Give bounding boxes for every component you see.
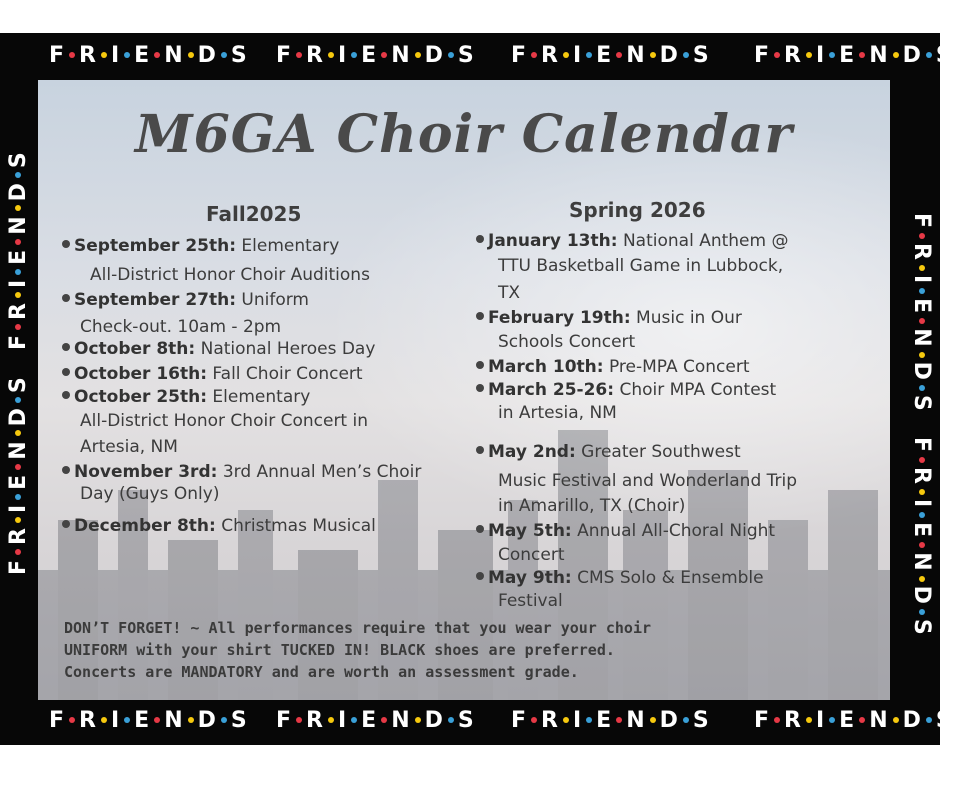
logo-letter: R — [306, 708, 324, 733]
fall-event-line — [80, 409, 368, 433]
reminder-line-1: DON’T FORGET! ~ All performances require that you wear your choir — [64, 619, 651, 637]
logo-dot — [531, 52, 537, 58]
bullet-icon — [62, 240, 70, 248]
friends-logo-top-1 — [49, 45, 248, 67]
event-date: March 10th: — [488, 357, 604, 377]
spring-event-line — [476, 229, 788, 253]
event-text: CMS Solo & Ensemble — [571, 568, 764, 588]
event-text: Music in Our — [630, 308, 742, 328]
logo-dot — [586, 717, 592, 723]
logo-letter: S — [457, 708, 475, 733]
logo-letter: D — [659, 708, 679, 733]
logo-dot — [15, 517, 21, 523]
logo-letter: F — [49, 43, 66, 68]
fall-event-line — [62, 362, 363, 386]
friends-logo-right-1 — [910, 213, 932, 412]
logo-letter: E — [909, 522, 934, 539]
fall-event-line — [62, 514, 376, 538]
logo-letter: S — [230, 708, 248, 733]
logo-letter: R — [909, 243, 934, 261]
logo-letter: S — [692, 708, 710, 733]
spring-event-line — [498, 401, 617, 425]
logo-dot — [683, 717, 689, 723]
logo-letter: F — [909, 437, 934, 454]
event-date: February 19th: — [488, 308, 631, 328]
event-date: October 8th: — [74, 339, 196, 359]
bullet-icon — [476, 446, 484, 454]
logo-letter: I — [572, 708, 583, 733]
logo-dot — [188, 717, 194, 723]
event-text: Concert — [498, 545, 565, 565]
fall-event-line — [90, 263, 370, 287]
spring-event-line — [476, 306, 742, 330]
event-text: Christmas Musical — [215, 516, 376, 536]
logo-letter: N — [164, 708, 184, 733]
logo-letter: N — [626, 708, 646, 733]
logo-dot — [586, 52, 592, 58]
logo-dot — [920, 352, 926, 358]
spring-event-line — [498, 330, 635, 354]
reminder-line-3: Concerts are MANDATORY and are worth an assessment grade. — [64, 663, 579, 681]
logo-dot — [221, 717, 227, 723]
logo-letter: N — [869, 43, 889, 68]
logo-letter: S — [6, 376, 31, 394]
bullet-icon — [476, 525, 484, 533]
logo-letter: E — [839, 708, 856, 733]
logo-letter: E — [909, 298, 934, 315]
logo-dot — [328, 52, 334, 58]
event-text: Music Festival and Wonderland Trip — [498, 471, 798, 491]
spring-heading: Spring 2026 — [569, 198, 706, 222]
bullet-icon — [62, 294, 70, 302]
event-date: March 25-26: — [488, 380, 615, 400]
logo-letter: N — [6, 440, 31, 460]
logo-dot — [920, 233, 926, 239]
logo-dot — [774, 52, 780, 58]
logo-dot — [328, 717, 334, 723]
logo-dot — [15, 397, 21, 403]
logo-dot — [920, 265, 926, 271]
spring-event-line — [476, 519, 775, 543]
event-text: Greater Southwest — [575, 442, 741, 462]
logo-dot — [448, 717, 454, 723]
logo-letter: R — [6, 527, 31, 545]
logo-dot — [15, 239, 21, 245]
reminder-line-2: UNIFORM with your shirt TUCKED IN! BLACK shoes are preferred. — [64, 641, 615, 659]
logo-dot — [154, 52, 160, 58]
logo-letter: D — [909, 361, 934, 381]
fall-event-line — [62, 234, 339, 258]
event-text: All-District Honor Choir Concert in — [80, 411, 368, 431]
logo-dot — [806, 717, 812, 723]
logo-letter: F — [49, 708, 66, 733]
spring-event-line — [498, 494, 685, 518]
bullet-icon — [62, 466, 70, 474]
logo-letter: I — [815, 43, 826, 68]
logo-dot — [101, 52, 107, 58]
logo-letter: S — [935, 708, 953, 733]
logo-letter: R — [306, 43, 324, 68]
logo-letter: N — [909, 552, 934, 572]
fall-heading: Fall2025 — [206, 202, 302, 226]
event-date: May 9th: — [488, 568, 572, 588]
fall-event-line — [62, 460, 421, 484]
logo-dot — [683, 52, 689, 58]
logo-letter: E — [596, 708, 613, 733]
logo-dot — [101, 717, 107, 723]
logo-letter: F — [6, 333, 31, 350]
event-date: May 5th: — [488, 521, 572, 541]
logo-dot — [15, 172, 21, 178]
friends-logo-bottom-3 — [511, 710, 710, 732]
logo-dot — [351, 717, 357, 723]
logo-letter: E — [134, 708, 151, 733]
logo-dot — [15, 292, 21, 298]
logo-dot — [69, 717, 75, 723]
logo-letter: D — [197, 708, 217, 733]
logo-dot — [893, 52, 899, 58]
logo-dot — [920, 542, 926, 548]
logo-letter: I — [572, 43, 583, 68]
bullet-icon — [476, 361, 484, 369]
friends-logo-bottom-4 — [754, 710, 953, 732]
logo-letter: D — [6, 182, 31, 202]
bullet-icon — [476, 384, 484, 392]
logo-letter: E — [6, 248, 31, 265]
logo-letter: F — [276, 43, 293, 68]
logo-dot — [15, 430, 21, 436]
logo-letter: F — [276, 708, 293, 733]
event-text: Day (Guys Only) — [80, 484, 220, 504]
fall-event-line — [80, 482, 219, 506]
logo-dot — [893, 717, 899, 723]
spring-event-line — [498, 469, 797, 493]
logo-letter: I — [110, 43, 121, 68]
logo-letter: I — [909, 498, 934, 509]
logo-dot — [15, 269, 21, 275]
spring-event-line — [498, 543, 565, 567]
event-text: National Heroes Day — [195, 339, 376, 359]
friends-logo-bottom-1 — [49, 710, 248, 732]
logo-dot — [920, 576, 926, 582]
logo-dot — [920, 385, 926, 391]
event-date: November 3rd: — [74, 462, 218, 482]
logo-letter: S — [935, 43, 953, 68]
logo-letter: D — [424, 708, 444, 733]
logo-letter: I — [815, 708, 826, 733]
event-text: Check-out. 10am - 2pm — [80, 317, 282, 337]
logo-dot — [15, 324, 21, 330]
logo-dot — [920, 609, 926, 615]
logo-dot — [415, 52, 421, 58]
event-text: All-District Honor Choir Auditions — [90, 265, 370, 285]
logo-letter: D — [197, 43, 217, 68]
logo-letter: F — [909, 213, 934, 230]
logo-dot — [806, 52, 812, 58]
logo-dot — [829, 717, 835, 723]
logo-letter: I — [6, 278, 31, 289]
event-date: October 16th: — [74, 364, 208, 384]
event-text: Uniform — [236, 290, 309, 310]
friends-logo-top-3 — [511, 45, 710, 67]
logo-dot — [616, 717, 622, 723]
logo-letter: D — [909, 585, 934, 605]
spring-event-line — [476, 355, 750, 379]
logo-letter: I — [909, 274, 934, 285]
bullet-icon — [476, 572, 484, 580]
logo-dot — [296, 717, 302, 723]
friends-logo-left-2 — [8, 376, 30, 575]
logo-letter: F — [754, 708, 771, 733]
event-text: Festival — [498, 591, 563, 611]
logo-letter: S — [6, 151, 31, 169]
logo-letter: R — [909, 467, 934, 485]
event-text: Annual All-Choral Night — [571, 521, 776, 541]
spring-event-line — [476, 378, 776, 402]
logo-letter: S — [457, 43, 475, 68]
logo-letter: I — [6, 503, 31, 514]
logo-letter: S — [692, 43, 710, 68]
logo-letter: R — [79, 708, 97, 733]
logo-letter: E — [596, 43, 613, 68]
spring-event-line — [498, 254, 783, 278]
logo-letter: F — [511, 708, 528, 733]
bullet-icon — [476, 235, 484, 243]
logo-dot — [381, 52, 387, 58]
logo-letter: R — [784, 43, 802, 68]
event-date: September 25th: — [74, 236, 236, 256]
logo-letter: E — [361, 708, 378, 733]
logo-letter: I — [110, 708, 121, 733]
logo-dot — [829, 52, 835, 58]
logo-letter: N — [391, 43, 411, 68]
friends-logo-left-1 — [8, 151, 30, 350]
event-date: May 2nd: — [488, 442, 576, 462]
logo-dot — [616, 52, 622, 58]
fall-event-line — [62, 385, 310, 409]
logo-letter: D — [424, 43, 444, 68]
event-text: Artesia, NM — [80, 437, 178, 457]
logo-dot — [448, 52, 454, 58]
logo-dot — [563, 717, 569, 723]
event-date: September 27th: — [74, 290, 236, 310]
logo-letter: N — [391, 708, 411, 733]
logo-dot — [563, 52, 569, 58]
event-date: December 8th: — [74, 516, 216, 536]
reminder-note — [64, 617, 651, 683]
logo-letter: S — [909, 394, 934, 412]
logo-dot — [531, 717, 537, 723]
logo-letter: N — [626, 43, 646, 68]
event-text: Elementary — [236, 236, 340, 256]
logo-letter: E — [839, 43, 856, 68]
logo-dot — [124, 717, 130, 723]
logo-dot — [124, 52, 130, 58]
logo-dot — [920, 457, 926, 463]
event-text: Elementary — [207, 387, 311, 407]
logo-dot — [926, 717, 932, 723]
logo-letter: N — [909, 328, 934, 348]
fall-event-line — [80, 435, 178, 459]
friends-logo-top-2 — [276, 45, 475, 67]
logo-letter: D — [902, 43, 922, 68]
event-date: October 25th: — [74, 387, 208, 407]
logo-letter: R — [79, 43, 97, 68]
logo-dot — [15, 464, 21, 470]
fall-event-line — [62, 337, 375, 361]
logo-dot — [859, 52, 865, 58]
event-text: 3rd Annual Men’s Choir — [217, 462, 422, 482]
logo-dot — [69, 52, 75, 58]
event-text: TX — [498, 283, 521, 303]
bullet-icon — [476, 312, 484, 320]
bullet-icon — [62, 368, 70, 376]
event-text: TTU Basketball Game in Lubbock, — [498, 256, 784, 276]
logo-dot — [154, 717, 160, 723]
logo-letter: S — [230, 43, 248, 68]
logo-dot — [926, 52, 932, 58]
logo-dot — [221, 52, 227, 58]
logo-dot — [15, 205, 21, 211]
logo-dot — [415, 717, 421, 723]
logo-dot — [920, 489, 926, 495]
event-text: in Amarillo, TX (Choir) — [498, 496, 686, 516]
logo-dot — [920, 318, 926, 324]
friends-logo-top-4 — [754, 45, 953, 67]
logo-letter: D — [659, 43, 679, 68]
logo-letter: D — [902, 708, 922, 733]
logo-letter: E — [6, 473, 31, 490]
logo-dot — [15, 549, 21, 555]
bullet-icon — [62, 343, 70, 351]
logo-letter: E — [134, 43, 151, 68]
logo-letter: N — [164, 43, 184, 68]
event-text: Pre-MPA Concert — [603, 357, 750, 377]
logo-dot — [188, 52, 194, 58]
logo-letter: N — [869, 708, 889, 733]
fall-event-line — [80, 315, 281, 339]
logo-dot — [920, 288, 926, 294]
logo-dot — [650, 717, 656, 723]
logo-dot — [650, 52, 656, 58]
spring-event-line — [476, 566, 764, 590]
logo-letter: R — [541, 43, 559, 68]
event-text: Choir MPA Contest — [614, 380, 777, 400]
spring-event-line — [498, 589, 563, 613]
logo-dot — [859, 717, 865, 723]
logo-dot — [381, 717, 387, 723]
logo-letter: R — [541, 708, 559, 733]
logo-dot — [351, 52, 357, 58]
logo-letter: E — [361, 43, 378, 68]
bullet-icon — [62, 391, 70, 399]
logo-letter: S — [909, 618, 934, 636]
logo-dot — [774, 717, 780, 723]
spring-event-line — [498, 281, 520, 305]
event-date: January 13th: — [488, 231, 618, 251]
logo-letter: I — [337, 43, 348, 68]
event-text: Schools Concert — [498, 332, 636, 352]
event-text: in Artesia, NM — [498, 403, 617, 423]
friends-logo-right-2 — [910, 437, 932, 636]
logo-letter: R — [6, 302, 31, 320]
logo-letter: F — [754, 43, 771, 68]
page-title: M6GA Choir Calendar — [135, 104, 793, 165]
logo-letter: R — [784, 708, 802, 733]
friends-logo-bottom-2 — [276, 710, 475, 732]
bullet-icon — [62, 520, 70, 528]
logo-dot — [920, 512, 926, 518]
logo-letter: I — [337, 708, 348, 733]
logo-letter: F — [6, 558, 31, 575]
event-text: Fall Choir Concert — [207, 364, 363, 384]
logo-letter: F — [511, 43, 528, 68]
spring-event-line — [476, 440, 741, 464]
logo-letter: N — [6, 215, 31, 235]
logo-dot — [296, 52, 302, 58]
fall-event-line — [62, 288, 309, 312]
calendar-panel — [38, 80, 890, 700]
event-text: National Anthem @ — [617, 231, 789, 251]
logo-letter: D — [6, 407, 31, 427]
logo-dot — [15, 494, 21, 500]
